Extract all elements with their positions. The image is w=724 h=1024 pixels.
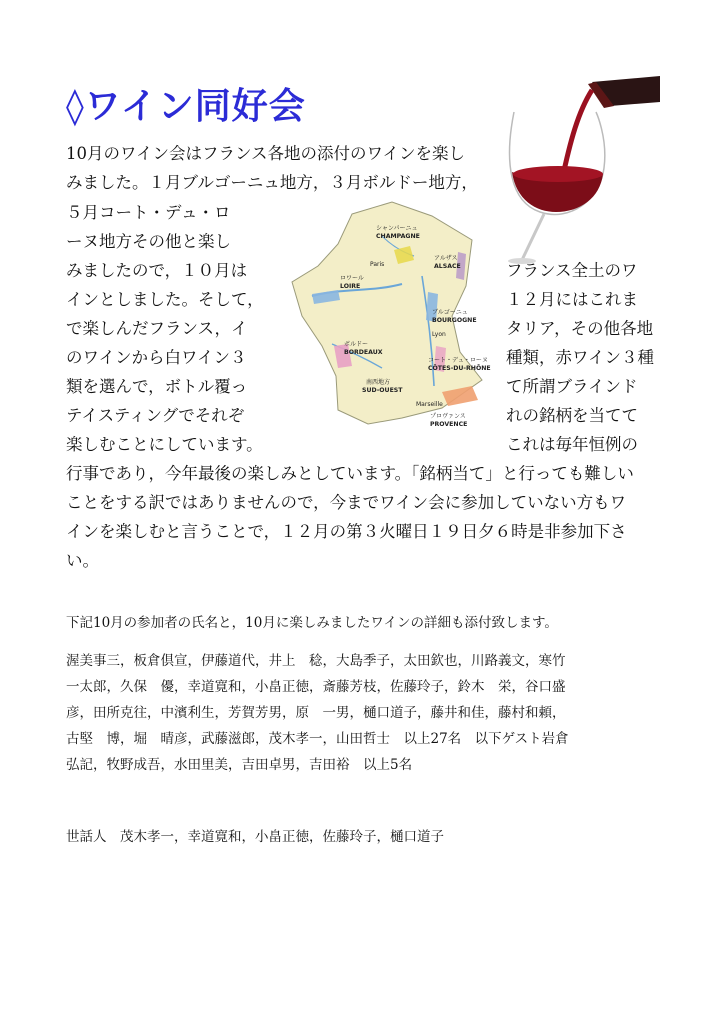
body-line-15: い。: [66, 551, 99, 570]
body-line-4: ーヌ地方その他と楽し: [66, 232, 231, 251]
map-label-provence-en: PROVENCE: [430, 421, 468, 428]
body-line-11: 楽しむことにしています。: [66, 435, 263, 454]
body-line-5: みましたので，１０月は: [66, 261, 248, 280]
body-line-1: 10月のワイン会はフランス各地の添付のワインを楽し: [66, 144, 466, 163]
map-label-bourgogne-ja: ブルゴーニュ: [432, 309, 468, 316]
participants-line-1: 渥美事三，板倉倶宣，伊藤道代，井上 稔，大島季子，太田欽也，川路義文，寒竹: [66, 653, 566, 669]
body-right-line-1: フランス全土のワ: [506, 261, 638, 280]
body-line-2: みました。１月ブルゴーニュ地方，３月ボルドー地方，: [66, 173, 478, 192]
participants-line-2: 一太郎，久保 優，幸道寛和，小畠正徳，斎藤芳枝，佐藤玲子，鈴木 栄，谷口盛: [66, 679, 566, 695]
wine-glass-image: [500, 72, 660, 267]
notice-text: 下記10月の参加者の氏名と，10月に楽しみましたワインの詳細も添付致します。: [66, 615, 558, 631]
participants-line-5: 弘記，牧野成吾，水田里美，吉田卓男，吉田裕 以上5名: [66, 757, 413, 773]
page-title: ◊ワイン同好会: [66, 86, 306, 127]
map-label-sudouest-ja: 南西地方: [366, 379, 391, 386]
participants-line-4: 古堅 博，堀 晴彦，武藤滋郎，茂木孝一，山田哲士 以上27名 以下ゲスト岩倉: [66, 731, 569, 747]
body-right-line-4: 種類，赤ワイン３種: [506, 348, 655, 367]
map-label-champagne-en: CHAMPAGNE: [376, 233, 420, 240]
map-label-loire-ja: ロワール: [340, 275, 364, 282]
body-right-line-2: １２月にはこれま: [506, 290, 638, 309]
body-line-9: 類を選んで，ボトル覆っ: [66, 377, 248, 396]
map-label-provence-ja: プロヴァンス: [430, 413, 466, 420]
map-label-rhone-ja: コート・デュ・ローヌ: [428, 357, 488, 364]
map-label-marseille: Marseille: [416, 401, 443, 408]
map-label-champagne-ja: シャンパーニュ: [376, 225, 418, 232]
body-line-12: 行事であり，今年最後の楽しみとしています。「銘柄当て」と行っても難しい: [66, 464, 634, 483]
organizers-text: 世話人 茂木孝一，幸道寛和，小畠正徳，佐藤玲子，樋口道子: [66, 829, 444, 845]
map-label-bordeaux-en: BORDEAUX: [344, 349, 383, 356]
body-right-line-3: タリア，その他各地: [506, 319, 654, 338]
map-label-alsace-ja: アルザス: [434, 255, 458, 262]
map-label-bordeaux-ja: ボルドー: [344, 341, 369, 348]
map-label-paris: Paris: [370, 261, 385, 268]
body-line-3: ５月コート・デュ・ロ: [66, 203, 231, 222]
map-label-alsace-en: ALSACE: [434, 263, 461, 270]
participants-line-3: 彦，田所克往，中濱利生，芳賀芳男，原 一男，樋口道子，藤井和佳，藤村和頼，: [66, 705, 566, 721]
body-line-14: インを楽しむと言うことで，１２月の第３火曜日１９日夕６時是非参加下さ: [66, 522, 627, 541]
map-label-sudouest-en: SUD-OUEST: [362, 387, 403, 394]
body-line-10: テイスティングでそれぞ: [66, 406, 245, 425]
france-wine-map: [282, 196, 502, 436]
map-label-rhone-en: CÔTES-DU-RHÔNE: [428, 365, 491, 372]
body-right-line-5: て所謂ブラインド: [506, 377, 638, 396]
body-line-7: で楽しんだフランス，イ: [66, 319, 248, 338]
map-label-bourgogne-en: BOURGOGNE: [432, 317, 477, 324]
map-label-loire-en: LOIRE: [340, 283, 361, 290]
body-line-8: のワインから白ワイン３: [66, 348, 247, 367]
body-line-13: ことをする訳ではありませんので，今までワイン会に参加していない方もワ: [66, 493, 627, 512]
body-right-line-6: れの銘柄を当てて: [506, 406, 638, 425]
map-label-lyon: Lyon: [432, 331, 446, 338]
body-right-line-7: これは毎年恒例の: [506, 435, 638, 454]
body-line-6: インとしました。そして，: [66, 290, 264, 309]
